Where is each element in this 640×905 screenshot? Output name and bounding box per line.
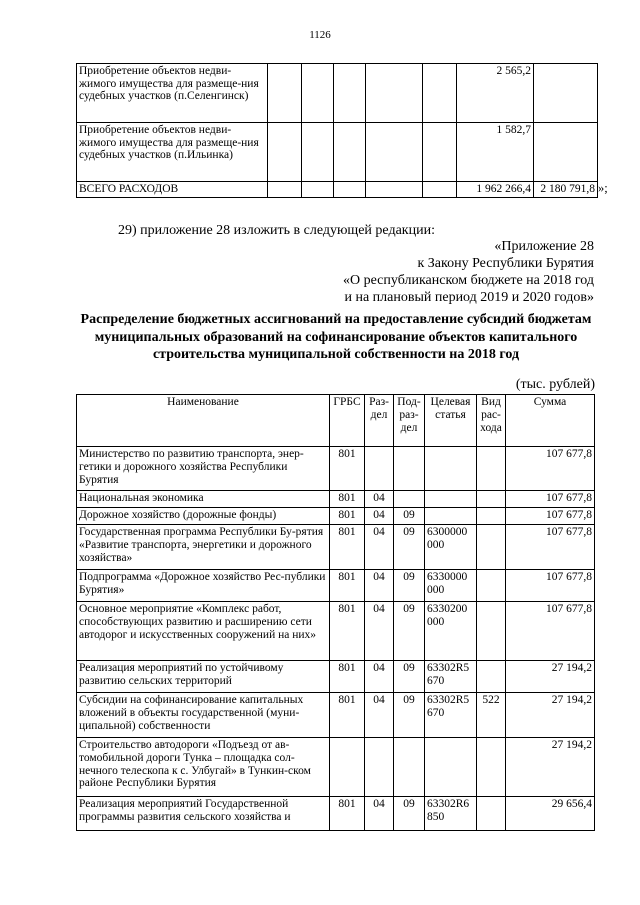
cell-name: Министерство по развитию транспорта, энер-гетики и дорожного хозяйства Республики Бурятия xyxy=(77,447,330,491)
cell-vid xyxy=(477,570,506,602)
cell-razdel: 04 xyxy=(365,693,394,738)
table-row xyxy=(77,491,595,508)
cell-grbs: 801 xyxy=(330,570,365,602)
cell-celevaya: 63302R5 670 xyxy=(425,693,477,738)
appendix-line: к Закону Республики Бурятия xyxy=(417,256,594,271)
cell-podrazdel: 09 xyxy=(394,693,425,738)
amount-2019 xyxy=(534,123,598,182)
cell-summa: 27 194,2 xyxy=(506,661,595,693)
units-label: (тыс. рублей) xyxy=(515,377,595,392)
allocation-table xyxy=(76,394,595,831)
cell-summa: 107 677,8 xyxy=(506,491,595,508)
cell-name: Дорожное хозяйство (дорожные фонды) xyxy=(77,508,330,525)
cell-grbs: 801 xyxy=(330,447,365,491)
cell-celevaya xyxy=(425,508,477,525)
cell-summa: 29 656,4 xyxy=(506,797,595,831)
cell-razdel: 04 xyxy=(365,491,394,508)
cell-grbs xyxy=(330,738,365,797)
cell-name: Государственная программа Республики Бу-рятия «Развитие транспорта, энергетики и дорожного хозяйства» xyxy=(77,525,330,570)
table-row xyxy=(77,570,595,602)
cell-name: Реализация мероприятий Государственной программы развития сельского хозяйства и xyxy=(77,797,330,831)
cell-name: Субсидии на софинансирование капитальных вложений в объекты государственной (муни-ципальной) собственности xyxy=(77,693,330,738)
header-grbs: ГРБС xyxy=(330,395,365,447)
cell-grbs: 801 xyxy=(330,693,365,738)
row-name: Приобретение объектов недви-жимого имущества для размеще-ния судебных участков (п.Селенгинск) xyxy=(77,64,268,123)
amount-2019: 2 180 791,8 xyxy=(534,182,598,198)
cell-vid xyxy=(477,508,506,525)
cell-celevaya xyxy=(425,491,477,508)
cell-celevaya: 63302R6 850 xyxy=(425,797,477,831)
header-razdel: Раз-дел xyxy=(365,395,394,447)
cell-summa: 107 677,8 xyxy=(506,602,595,661)
header-podrazdel: Под-раз-дел xyxy=(394,395,425,447)
cell-name: Национальная экономика xyxy=(77,491,330,508)
cell-vid xyxy=(477,491,506,508)
cell-razdel: 04 xyxy=(365,661,394,693)
header-vid: Вид рас-хода xyxy=(477,395,506,447)
cell-razdel: 04 xyxy=(365,508,394,525)
table-row xyxy=(77,661,595,693)
table-row xyxy=(77,797,595,831)
table-row-total xyxy=(77,182,598,198)
cell-celevaya: 6330000 000 xyxy=(425,570,477,602)
cell-vid xyxy=(477,525,506,570)
cell-razdel xyxy=(365,738,394,797)
cell-podrazdel: 09 xyxy=(394,602,425,661)
cell-celevaya: 6330200 000 xyxy=(425,602,477,661)
cell-celevaya xyxy=(425,447,477,491)
cell-podrazdel xyxy=(394,491,425,508)
top-table xyxy=(76,63,598,198)
appendix-line: «Приложение 28 xyxy=(494,239,594,254)
cell-celevaya: 63302R5 670 xyxy=(425,661,477,693)
cell-podrazdel: 09 xyxy=(394,661,425,693)
closing-quote: »; xyxy=(598,181,608,195)
appendix-line: и на плановый период 2019 и 2020 годов» xyxy=(344,290,594,305)
table-header-row xyxy=(77,395,595,447)
amount-2018: 2 565,2 xyxy=(457,64,534,123)
cell-razdel: 04 xyxy=(365,797,394,831)
table-row xyxy=(77,693,595,738)
table-row xyxy=(77,123,598,182)
page-number: 1126 xyxy=(309,29,331,41)
appendix-caption xyxy=(343,238,594,306)
cell-name: Строительство автодороги «Подъезд от ав-томобильной дороги Тунка – площадка сол-нечного телескопа к с. Улбугай» в Тункин-ском районе Республики Бурятия xyxy=(77,738,330,797)
cell-grbs: 801 xyxy=(330,661,365,693)
cell-summa: 107 677,8 xyxy=(506,508,595,525)
document-heading: Распределение бюджетных ассигнований на предоставление субсидий бюджетам муниципальных образований на софинансирование объектов капитального строительства муниципальной собственности на 2018 год xyxy=(80,312,592,362)
amount-2018: 1 582,7 xyxy=(457,123,534,182)
cell-vid xyxy=(477,797,506,831)
cell-razdel: 04 xyxy=(365,602,394,661)
table-row xyxy=(77,738,595,797)
amount-2018: 1 962 266,4 xyxy=(457,182,534,198)
header-name: Наименование xyxy=(77,395,330,447)
cell-celevaya xyxy=(425,738,477,797)
table-row xyxy=(77,64,598,123)
cell-razdel: 04 xyxy=(365,525,394,570)
table-row xyxy=(77,602,595,661)
row-name: ВСЕГО РАСХОДОВ xyxy=(77,182,268,198)
cell-summa: 27 194,2 xyxy=(506,738,595,797)
cell-name: Подпрограмма «Дорожное хозяйство Рес-публики Бурятия» xyxy=(77,570,330,602)
cell-razdel: 04 xyxy=(365,570,394,602)
cell-podrazdel: 09 xyxy=(394,797,425,831)
cell-name: Реализация мероприятий по устойчивому развитию сельских территорий xyxy=(77,661,330,693)
cell-grbs: 801 xyxy=(330,508,365,525)
cell-summa: 107 677,8 xyxy=(506,447,595,491)
cell-vid xyxy=(477,661,506,693)
cell-podrazdel xyxy=(394,447,425,491)
cell-podrazdel: 09 xyxy=(394,525,425,570)
amount-2019 xyxy=(534,64,598,123)
cell-razdel xyxy=(365,447,394,491)
cell-grbs: 801 xyxy=(330,491,365,508)
cell-summa: 107 677,8 xyxy=(506,570,595,602)
cell-vid xyxy=(477,447,506,491)
header-summa: Сумма xyxy=(506,395,595,447)
header-celevaya: Целевая статья xyxy=(425,395,477,447)
cell-celevaya: 6300000 000 xyxy=(425,525,477,570)
table-row xyxy=(77,508,595,525)
cell-podrazdel xyxy=(394,738,425,797)
cell-name: Основное мероприятие «Комплекс работ, способствующих развитию и расширению сети автодорог и искусственных сооружений на них» xyxy=(77,602,330,661)
cell-grbs: 801 xyxy=(330,525,365,570)
table-row xyxy=(77,447,595,491)
cell-podrazdel: 09 xyxy=(394,508,425,525)
amendment-item: 29) приложение 28 изложить в следующей редакции: xyxy=(118,223,435,238)
cell-summa: 27 194,2 xyxy=(506,693,595,738)
appendix-line: «О республиканском бюджете на 2018 год xyxy=(343,273,594,288)
cell-vid xyxy=(477,602,506,661)
row-name: Приобретение объектов недви-жимого имущества для размеще-ния судебных участков (п.Ильинка) xyxy=(77,123,268,182)
cell-summa: 107 677,8 xyxy=(506,525,595,570)
table-row xyxy=(77,525,595,570)
cell-vid xyxy=(477,738,506,797)
cell-grbs: 801 xyxy=(330,797,365,831)
cell-podrazdel: 09 xyxy=(394,570,425,602)
cell-vid: 522 xyxy=(477,693,506,738)
cell-grbs: 801 xyxy=(330,602,365,661)
